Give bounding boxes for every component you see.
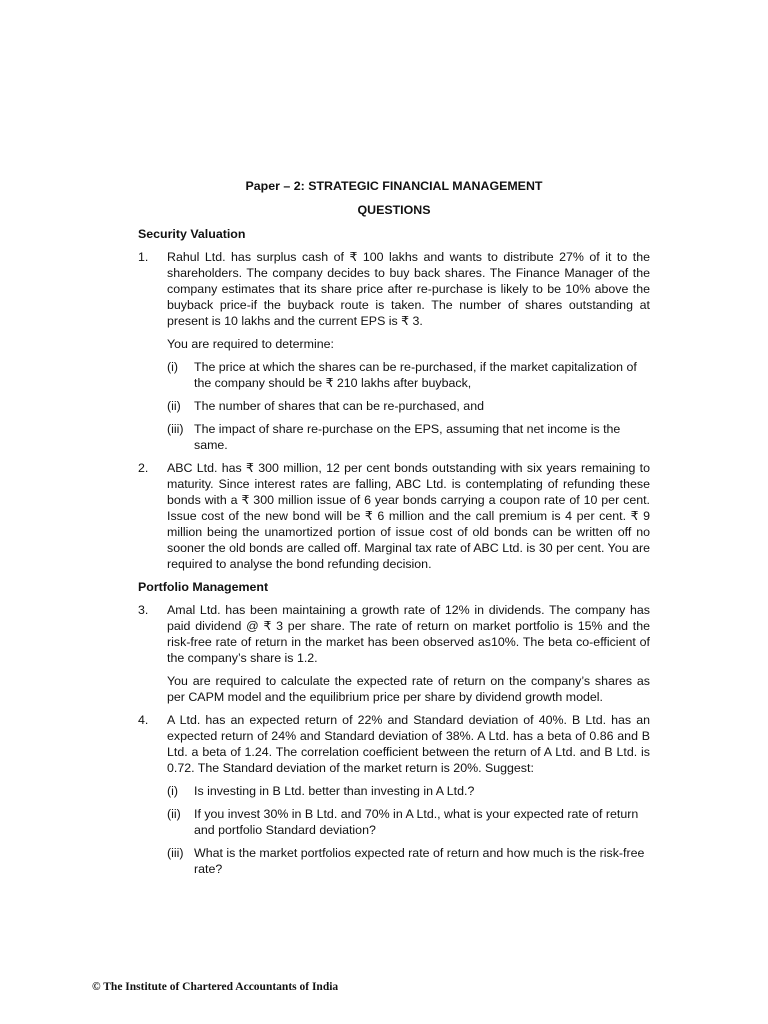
sub-item-text: What is the market portfolios expected rate of return and how much is the risk-free rate? bbox=[194, 846, 645, 876]
sub-item bbox=[167, 806, 650, 838]
sub-item-numeral: (i) bbox=[167, 360, 179, 374]
question-1 bbox=[138, 249, 650, 453]
sub-item bbox=[167, 845, 650, 877]
sub-item-text: If you invest 30% in B Ltd. and 70% in A Ltd., what is your expected rate of return and portfolio Standard deviation? bbox=[194, 807, 639, 837]
sub-item-numeral: (ii) bbox=[167, 399, 181, 413]
sub-item-text: The impact of share re-purchase on the EPS, assuming that net income is the same. bbox=[194, 422, 621, 452]
sub-item-numeral: (ii) bbox=[167, 807, 181, 821]
page-subtitle: QUESTIONS bbox=[357, 203, 431, 217]
question-2 bbox=[138, 460, 650, 572]
question-number: 1. bbox=[138, 250, 149, 264]
section-heading: Security Valuation bbox=[138, 227, 246, 241]
question-4 bbox=[138, 712, 650, 877]
section-heading: Portfolio Management bbox=[138, 580, 269, 594]
sub-item bbox=[167, 359, 650, 391]
question-paragraph: ABC Ltd. has ₹ 300 million, 12 per cent bonds outstanding with six years remaining to maturity. Since interest rates are falling, ABC Ltd. is contemplating of refunding these bonds with a ₹ 300 million issue of 6 year bonds carrying a coupon rate of 10 per cent. Issue cost of the new bond will be ₹ 6 million and the call premium is 4 per cent. ₹ 9 million being the unamortized portion of issue cost of old bonds can be written off no sooner the old bonds are called off. Marginal tax rate of ABC Ltd. is 30 per cent. You are required to analyse the bond refunding decision. bbox=[167, 461, 650, 571]
document-body bbox=[138, 226, 650, 884]
question-3 bbox=[138, 602, 650, 705]
question-paragraph: You are required to determine: bbox=[167, 337, 334, 351]
question-number: 3. bbox=[138, 603, 149, 617]
question-number: 2. bbox=[138, 461, 149, 475]
question-paragraph: You are required to calculate the expected rate of return on the company’s shares as per CAPM model and the equilibrium price per share by dividend growth model. bbox=[167, 674, 650, 704]
sub-item bbox=[167, 421, 650, 453]
sub-item-text: The number of shares that can be re-purchased, and bbox=[194, 399, 484, 413]
question-number: 4. bbox=[138, 713, 149, 727]
sub-item-text: The price at which the shares can be re-purchased, if the market capitalization of the company should be ₹ 210 lakhs after buyback, bbox=[194, 360, 637, 390]
sub-item bbox=[167, 398, 650, 414]
sub-item bbox=[167, 783, 650, 799]
copyright-footer: © The Institute of Chartered Accountants of India bbox=[92, 981, 339, 993]
page-title: Paper – 2: STRATEGIC FINANCIAL MANAGEMENT bbox=[245, 179, 543, 193]
question-paragraph: Rahul Ltd. has surplus cash of ₹ 100 lakhs and wants to distribute 27% of it to the shareholders. The company decides to buy back shares. The Finance Manager of the company estimates that its share price after re-purchase is likely to be 10% above the buyback price-if the buyback route is taken. The number of shares outstanding at present is 10 lakhs and the current EPS is ₹ 3. bbox=[167, 250, 650, 328]
sub-item-numeral: (i) bbox=[167, 784, 179, 798]
sub-item-numeral: (iii) bbox=[167, 422, 184, 436]
sub-item-numeral: (iii) bbox=[167, 846, 184, 860]
sub-item-text: Is investing in B Ltd. better than investing in A Ltd.? bbox=[194, 784, 475, 798]
question-paragraph: A Ltd. has an expected return of 22% and Standard deviation of 40%. B Ltd. has an expected return of 24% and Standard deviation of 38%. A Ltd. has a beta of 0.86 and B Ltd. a beta of 1.24. The correlation coefficient between the return of A Ltd. and B Ltd. is 0.72. The Standard deviation of the market return is 20%. Suggest: bbox=[167, 713, 650, 775]
question-paragraph: Amal Ltd. has been maintaining a growth rate of 12% in dividends. The company has paid dividend @ ₹ 3 per share. The rate of return on market portfolio is 15% and the risk-free rate of return in the market has been observed as10%. The beta co-efficient of the company’s share is 1.2. bbox=[167, 603, 650, 665]
